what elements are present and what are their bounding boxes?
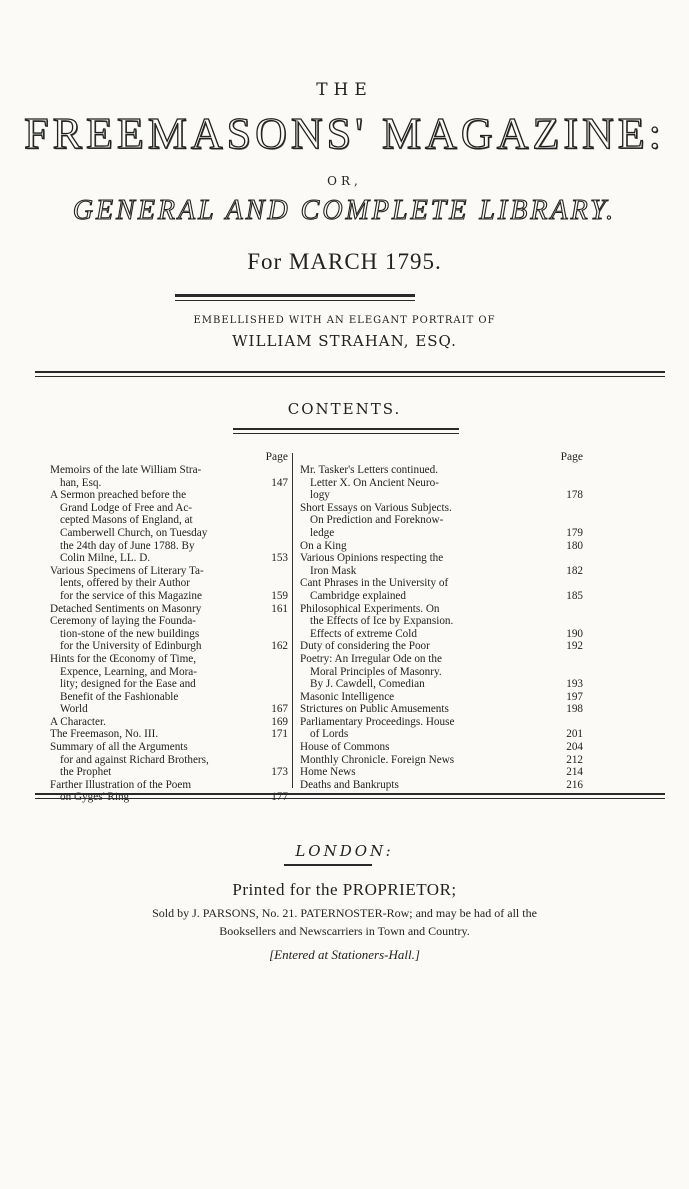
contents-entry — [300, 603, 583, 641]
contents-entry-text: Philosophical Experiments. On — [300, 602, 440, 615]
contents-entry — [50, 603, 288, 616]
contents-entry-text: On a King — [300, 539, 347, 552]
embellished-line: EMBELLISHED WITH AN ELEGANT PORTRAIT OF — [193, 315, 496, 326]
issue-date: For MARCH 1795. — [247, 249, 442, 274]
contents-entry — [300, 540, 583, 553]
contents-entry-page: 201 — [566, 728, 583, 741]
contents-entry-text: Ceremony of laying the Founda- — [50, 615, 197, 628]
contents-entry-text: Detached Sentiments on Masonry — [50, 602, 202, 615]
contents-entry-page: 182 — [566, 564, 583, 577]
contents-entry — [300, 552, 583, 577]
contents-entry — [300, 716, 583, 741]
magazine-subtitle: GENERAL AND COMPLETE LIBRARY. — [72, 195, 617, 226]
contents-left-column — [50, 451, 288, 804]
contents-entry-text: Strictures on Public Amusements — [300, 703, 449, 716]
contents-entry — [50, 779, 288, 804]
contents-entry-page: 185 — [566, 589, 583, 602]
contents-entry-text: for and against Richard Brothers, — [60, 753, 209, 766]
contents-entry-text: World — [60, 703, 88, 716]
contents-entry-page: 167 — [271, 703, 288, 716]
contents-entry-text: the Effects of Ice by Expansion. — [310, 615, 454, 628]
contents-entry-text: logy — [310, 489, 330, 502]
entered-stationers-hall: [Entered at Stationers-Hall.] — [269, 947, 420, 962]
contents-entry-page: 216 — [566, 778, 583, 791]
footer-rule-top — [35, 793, 665, 795]
contents-entry — [50, 728, 288, 741]
contents-entry-page: 178 — [566, 489, 583, 502]
contents-entry — [50, 653, 288, 716]
contents-entry — [50, 615, 288, 653]
contents-entry-page: 212 — [566, 753, 583, 766]
booksellers-line: Booksellers and Newscarriers in Town and Country. — [219, 924, 470, 938]
contents-entry-text: Mr. Tasker's Letters continued. — [300, 464, 439, 476]
contents-entry — [50, 741, 288, 779]
contents-entry-page: 162 — [271, 640, 288, 653]
contents-entry-text: han, Esq. — [60, 476, 102, 489]
contents-right-column — [300, 451, 583, 791]
contents-entry-text: By J. Cawdell, Comedian — [310, 678, 425, 691]
contents-entry — [300, 754, 583, 767]
contents-entry-text: A Character. — [50, 715, 106, 728]
contents-entry-text: Iron Mask — [310, 564, 357, 577]
contents-entry-page: 204 — [566, 741, 583, 754]
contents-entry-text: On Prediction and Foreknow- — [310, 514, 444, 527]
contents-entry-page: 192 — [566, 640, 583, 653]
contents-entry-text: Parliamentary Proceedings. House — [300, 715, 455, 728]
contents-entry-text: Various Specimens of Literary Ta- — [50, 564, 204, 577]
contents-entry-text: for the service of this Magazine — [60, 589, 202, 602]
contents-entry-page: 193 — [566, 678, 583, 691]
contents-entry-text: Farther Illustration of the Poem — [50, 778, 192, 791]
contents-entry — [300, 464, 583, 502]
rule-under-date — [175, 294, 415, 297]
contents-entry — [300, 577, 583, 602]
contents-entry-text: Duty of considering the Poor — [300, 640, 430, 653]
page-column-label-right: Page — [560, 451, 583, 463]
column-divider — [292, 453, 293, 788]
contents-entry — [50, 716, 288, 729]
contents-entry-page: 147 — [271, 476, 288, 489]
contents-entry — [300, 741, 583, 754]
contents-entry-text: of Lords — [310, 728, 349, 741]
contents-entry-text: House of Commons — [300, 741, 390, 754]
contents-entry-text: Camberwell Church, on Tuesday — [60, 526, 208, 539]
city-london: LONDON: — [295, 842, 394, 860]
contents-entry-page: 161 — [271, 602, 288, 615]
double-rule-top — [35, 371, 665, 373]
london-rule — [284, 864, 372, 866]
contents-entry-page: 169 — [271, 715, 288, 728]
title-or: OR, — [327, 174, 362, 188]
contents-entry-page: 159 — [271, 589, 288, 602]
contents-entry-text: A Sermon preached before the — [50, 489, 187, 502]
contents-entry — [50, 565, 288, 603]
contents-entry-text: Cant Phrases in the University of — [300, 577, 449, 590]
contents-entry-page: 214 — [566, 766, 583, 779]
contents-entry-page: 153 — [271, 552, 288, 565]
contents-entry-text: tion-stone of the new buildings — [60, 627, 200, 640]
contents-entry-text: Home News — [300, 766, 356, 779]
contents-entry-page: 180 — [566, 539, 583, 552]
contents-entry-text: Moral Principles of Masonry. — [310, 665, 442, 678]
contents-entry-text: Effects of extreme Cold — [310, 627, 417, 640]
contents-entry-text: ledge — [310, 526, 335, 539]
contents-rule — [233, 428, 459, 430]
portrait-name: WILLIAM STRAHAN, ESQ. — [232, 332, 457, 350]
double-rule-bottom — [35, 376, 665, 377]
printed-for-line: Printed for the PROPRIETOR; — [232, 880, 457, 899]
contents-entry-text: Various Opinions respecting the — [300, 552, 444, 565]
contents-entry-text: Hints for the Œconomy of Time, — [50, 652, 197, 665]
contents-entry-text: Colin Milne, LL. D. — [60, 552, 151, 565]
contents-entry-text: Poetry: An Irregular Ode on the — [300, 652, 442, 665]
contents-entry-text: Masonic Intelligence — [300, 690, 395, 703]
contents-entry-page: 197 — [566, 690, 583, 703]
contents-entry-text: the 24th day of June 1788. By — [60, 539, 195, 552]
contents-heading: CONTENTS. — [287, 400, 402, 418]
contents-entry-text: Monthly Chronicle. Foreign News — [300, 753, 455, 766]
contents-entry-text: Memoirs of the late William Stra- — [50, 464, 202, 476]
rule-under-date-thin — [175, 300, 415, 301]
footer-rule-bottom — [35, 798, 665, 799]
contents-entry-text: Grand Lodge of Free and Ac- — [60, 501, 193, 514]
contents-entry-text: cepted Masons of England, at — [60, 514, 193, 527]
contents-entry-page: 198 — [566, 703, 583, 716]
contents-entry — [300, 766, 583, 779]
contents-entry-text: the Prophet — [60, 766, 112, 779]
contents-entry-text: Expence, Learning, and Mora- — [60, 665, 197, 678]
contents-entry-page: 190 — [566, 627, 583, 640]
contents-entry-page: 171 — [271, 728, 288, 741]
contents-rule-thin — [233, 433, 459, 434]
contents-entry — [50, 489, 288, 565]
contents-entry-text: for the University of Edinburgh — [60, 640, 202, 653]
contents-entry — [300, 779, 583, 792]
sold-by-line: Sold by J. PARSONS, No. 21. PATERNOSTER-Row; and may be had of all the — [152, 906, 537, 920]
contents-entry — [300, 691, 583, 704]
contents-entry-text: lents, offered by their Author — [60, 577, 190, 590]
contents-entry — [50, 464, 288, 489]
contents-entry — [300, 703, 583, 716]
contents-entry-text: Deaths and Bankrupts — [300, 778, 399, 791]
contents-entry-text: Cambridge explained — [310, 589, 406, 602]
contents-entry-text: The Freemason, No. III. — [50, 728, 159, 741]
contents-entry-page: 179 — [566, 526, 583, 539]
contents-entry-text: Short Essays on Various Subjects. — [300, 501, 452, 514]
title-the: THE — [316, 80, 373, 100]
contents-entry — [300, 653, 583, 691]
contents-entry — [300, 640, 583, 653]
contents-entry-text: Benefit of the Fashionable — [60, 690, 179, 703]
contents-entry-text: Letter X. On Ancient Neuro- — [310, 476, 439, 489]
magazine-title: FREEMASONS' MAGAZINE: — [24, 109, 665, 158]
page-column-label-left: Page — [265, 451, 288, 463]
contents-entry-text: Summary of all the Arguments — [50, 741, 188, 754]
contents-entry-text: lity; designed for the Ease and — [60, 678, 196, 691]
contents-entry — [300, 502, 583, 540]
contents-entry-page: 173 — [271, 766, 288, 779]
